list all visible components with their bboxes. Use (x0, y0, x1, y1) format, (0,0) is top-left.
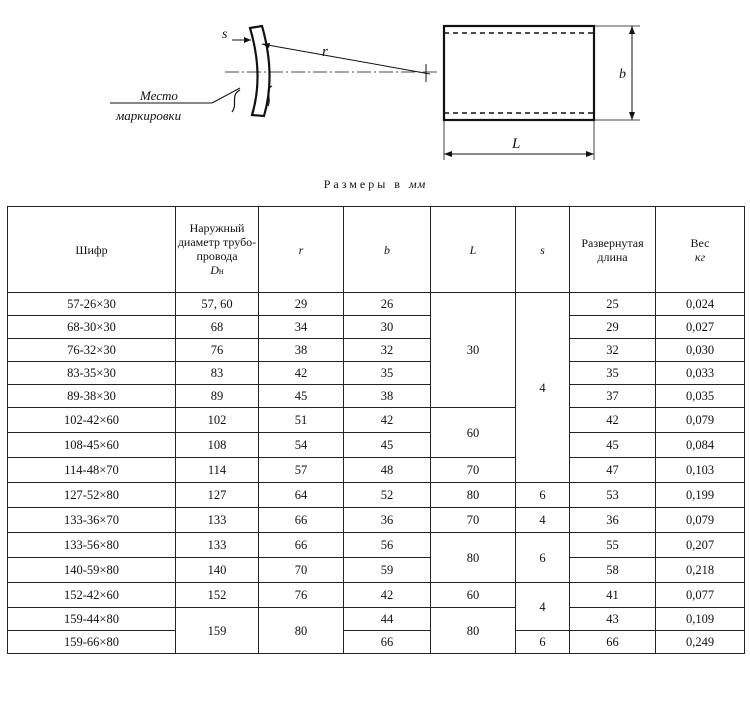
cell-w: 0,199 (656, 483, 745, 508)
cell-code: 114-48×70 (8, 458, 176, 483)
header-row (8, 207, 745, 293)
cell-w: 0,027 (656, 316, 745, 339)
marking-symbol-left (232, 90, 240, 112)
header-r: r (259, 207, 344, 293)
caption-text: Размеры в (323, 177, 403, 191)
table-row (8, 483, 745, 508)
cell-w: 0,084 (656, 433, 745, 458)
leader-arrow-line (212, 88, 240, 103)
table-row (8, 408, 745, 433)
cell-b: 35 (344, 362, 431, 385)
front-view-rect (444, 26, 594, 120)
cell-s: 4 (516, 583, 570, 631)
cell-b: 42 (344, 408, 431, 433)
cell-r: 66 (259, 508, 344, 533)
cell-d: 152 (176, 583, 259, 608)
cell-dev: 66 (570, 631, 656, 654)
cell-r: 66 (259, 533, 344, 558)
cell-d: 108 (176, 433, 259, 458)
cell-dev: 43 (570, 608, 656, 631)
table-row (8, 433, 745, 458)
header-diameter (176, 207, 259, 293)
cell-dev: 25 (570, 293, 656, 316)
cell-s: 4 (516, 293, 570, 483)
header-diameter-text: Наружный диаметр трубо-провода (177, 221, 257, 263)
L-arrow-left-icon (444, 151, 452, 157)
header-weight-unit: кг (694, 249, 706, 264)
cell-b: 36 (344, 508, 431, 533)
caption-unit: мм (408, 177, 427, 191)
cell-b: 59 (344, 558, 431, 583)
cell-b: 30 (344, 316, 431, 339)
cell-w: 0,024 (656, 293, 745, 316)
label-marking-2: маркировки (116, 108, 182, 123)
cell-L: 30 (431, 293, 516, 408)
cell-b: 45 (344, 433, 431, 458)
table-row (8, 508, 745, 533)
cell-w: 0,207 (656, 533, 745, 558)
header-weight-text: Вес (690, 235, 710, 250)
cell-dev: 29 (570, 316, 656, 339)
cell-r: 38 (259, 339, 344, 362)
cell-d: 89 (176, 385, 259, 408)
cell-code: 68-30×30 (8, 316, 176, 339)
cell-w: 0,109 (656, 608, 745, 631)
cell-dev: 35 (570, 362, 656, 385)
cell-r: 76 (259, 583, 344, 608)
cell-b: 42 (344, 583, 431, 608)
cell-L: 60 (431, 408, 516, 458)
cell-code: 83-35×30 (8, 362, 176, 385)
cell-L: 80 (431, 533, 516, 583)
cell-d: 76 (176, 339, 259, 362)
cell-b: 52 (344, 483, 431, 508)
cell-r: 42 (259, 362, 344, 385)
label-marking-1: Место (140, 88, 178, 103)
cell-r: 70 (259, 558, 344, 583)
cell-b: 38 (344, 385, 431, 408)
cell-w: 0,103 (656, 458, 745, 483)
cell-d: 102 (176, 408, 259, 433)
cell-d: 83 (176, 362, 259, 385)
table-row (8, 608, 745, 631)
table-row (8, 362, 745, 385)
s-arrow-icon (244, 37, 251, 43)
cell-b: 56 (344, 533, 431, 558)
cell-b: 32 (344, 339, 431, 362)
cell-w: 0,035 (656, 385, 745, 408)
header-diameter-sub: н (218, 266, 224, 276)
cell-r: 34 (259, 316, 344, 339)
header-weight (656, 207, 745, 293)
table-row (8, 339, 745, 362)
label-b: b (619, 67, 626, 82)
cell-w: 0,249 (656, 631, 745, 654)
cell-s: 6 (516, 533, 570, 583)
cell-L: 80 (431, 608, 516, 654)
cell-dev: 47 (570, 458, 656, 483)
radius-line (262, 44, 430, 74)
cell-r: 45 (259, 385, 344, 408)
cell-d: 114 (176, 458, 259, 483)
cell-d: 133 (176, 508, 259, 533)
cell-d: 159 (176, 608, 259, 654)
cell-code: 57-26×30 (8, 293, 176, 316)
label-s: s (222, 27, 228, 42)
cell-d: 68 (176, 316, 259, 339)
table-row (8, 385, 745, 408)
header-length: Развернутая длина (570, 207, 656, 293)
cell-dev: 32 (570, 339, 656, 362)
b-arrow-bottom-icon (629, 112, 635, 120)
cell-code: 76-32×30 (8, 339, 176, 362)
label-L: L (512, 136, 521, 152)
table-row (8, 293, 745, 316)
cell-code: 133-36×70 (8, 508, 176, 533)
cell-d: 57, 60 (176, 293, 259, 316)
table-row (8, 583, 745, 608)
cell-w: 0,077 (656, 583, 745, 608)
cell-code: 152-42×60 (8, 583, 176, 608)
cell-dev: 45 (570, 433, 656, 458)
dimensions-table (7, 206, 745, 654)
cell-r: 80 (259, 608, 344, 654)
cell-dev: 53 (570, 483, 656, 508)
cell-r: 29 (259, 293, 344, 316)
cell-d: 133 (176, 533, 259, 558)
cell-d: 127 (176, 483, 259, 508)
bent-plate-profile (250, 26, 270, 116)
table-row (8, 533, 745, 558)
table-row (8, 458, 745, 483)
header-s: s (516, 207, 570, 293)
cell-L: 70 (431, 508, 516, 533)
cell-b: 44 (344, 608, 431, 631)
cell-s: 6 (516, 631, 570, 654)
cell-r: 57 (259, 458, 344, 483)
header-diameter-sym: D (210, 263, 219, 277)
cell-w: 0,079 (656, 508, 745, 533)
L-arrow-right-icon (586, 151, 594, 157)
cell-r: 54 (259, 433, 344, 458)
cell-r: 64 (259, 483, 344, 508)
technical-drawing (0, 0, 750, 170)
cell-L: 80 (431, 483, 516, 508)
cell-w: 0,079 (656, 408, 745, 433)
cell-w: 0,218 (656, 558, 745, 583)
cell-b: 48 (344, 458, 431, 483)
cell-dev: 42 (570, 408, 656, 433)
table-caption (0, 177, 750, 192)
cell-b: 26 (344, 293, 431, 316)
table-row (8, 631, 745, 654)
cell-dev: 36 (570, 508, 656, 533)
header-L: L (431, 207, 516, 293)
cell-code: 89-38×30 (8, 385, 176, 408)
cell-L: 60 (431, 583, 516, 608)
cell-b: 66 (344, 631, 431, 654)
header-b: b (344, 207, 431, 293)
cell-code: 127-52×80 (8, 483, 176, 508)
cell-code: 108-45×60 (8, 433, 176, 458)
table-row (8, 316, 745, 339)
label-r: r (322, 44, 328, 60)
cell-s: 4 (516, 508, 570, 533)
cell-r: 51 (259, 408, 344, 433)
cell-w: 0,033 (656, 362, 745, 385)
cell-d: 140 (176, 558, 259, 583)
b-arrow-top-icon (629, 26, 635, 34)
cell-code: 102-42×60 (8, 408, 176, 433)
table-row (8, 558, 745, 583)
cell-dev: 37 (570, 385, 656, 408)
cell-code: 133-56×80 (8, 533, 176, 558)
cell-s: 6 (516, 483, 570, 508)
cell-code: 140-59×80 (8, 558, 176, 583)
cell-code: 159-66×80 (8, 631, 176, 654)
cell-w: 0,030 (656, 339, 745, 362)
cell-code: 159-44×80 (8, 608, 176, 631)
header-code: Шифр (8, 207, 176, 293)
cell-L: 70 (431, 458, 516, 483)
cell-dev: 55 (570, 533, 656, 558)
cell-dev: 58 (570, 558, 656, 583)
cell-dev: 41 (570, 583, 656, 608)
